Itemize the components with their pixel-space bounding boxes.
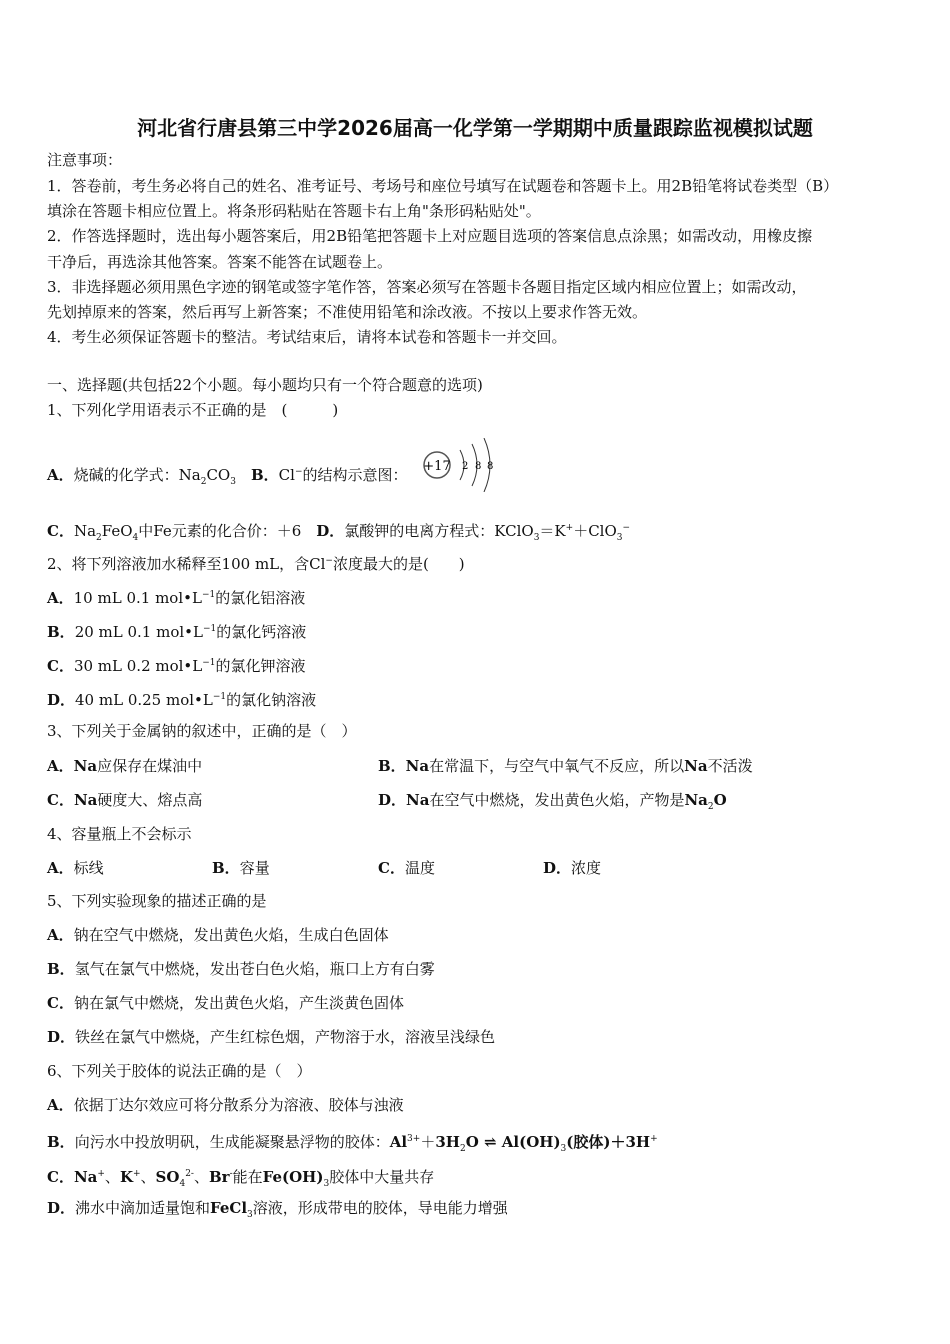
text-run: 5、下列实验现象的描述正确的是 — [47, 892, 267, 910]
text-run: 钠在氯气中燃烧，发出黄色火焰，产生淡黄色固体 — [73, 994, 404, 1012]
text-run: ＝K — [539, 522, 566, 540]
text-run: + — [97, 1169, 105, 1179]
text-run: C． — [47, 994, 74, 1012]
option — [47, 994, 404, 1012]
question-line — [47, 891, 267, 911]
text-run: 不活泼 — [707, 757, 753, 775]
text-run: 6、下列关于胶体的说法正确的是（ ） — [47, 1062, 312, 1080]
text-run: B．Na — [378, 757, 430, 775]
text-run: 4 — [179, 1179, 186, 1189]
question-line — [47, 619, 306, 642]
note-line: 1．答卷前，考生务必将自己的姓名、准考证号、考场号和座位号填写在试题卷和答题卡上。用2B铅笔将试卷类型（B） — [47, 177, 839, 195]
note-line: 干净后，再选涂其他答案。答案不能答在试题卷上。 — [47, 253, 393, 271]
note-line: 3．非选择题必须用黑色字迹的钢笔或签字笔作答，答案必须写在答题卡各题目指定区域内相应位置上；如需改动， — [47, 278, 807, 296]
text-run: 2 — [96, 533, 102, 543]
question-line — [47, 518, 630, 548]
option — [47, 892, 267, 910]
text-run: 10 mL 0.1 mol•L — [73, 589, 202, 607]
question-line — [47, 925, 389, 945]
text-run: + — [132, 1169, 141, 1179]
text-run: 3H — [435, 1133, 460, 1151]
text-run: D． — [316, 522, 345, 540]
text-run: 、 — [104, 1168, 120, 1186]
option — [47, 589, 305, 607]
text-run: 3+ — [407, 1134, 421, 1144]
text-run: 30 mL 0.2 mol•L — [73, 657, 203, 675]
text-run: A． — [47, 466, 74, 484]
text-run: 沸水中滴加适量饱和 — [75, 1199, 211, 1217]
text-run: FeCl — [210, 1199, 248, 1217]
text-run: −1 — [212, 692, 227, 702]
text-run: 能在 — [232, 1168, 263, 1186]
note-line: 4．考生必须保证答题卡的整洁。考试结束后，请将本试卷和答题卡一并交回。 — [47, 328, 567, 346]
text-run: D． — [47, 1028, 76, 1046]
text-run: 向污水中投放明矾，生成能凝聚悬浮物的胶体： — [74, 1133, 390, 1151]
text-run: 2 — [707, 802, 714, 812]
text-run: C．Na — [47, 1168, 98, 1186]
option — [47, 790, 202, 810]
text-run: SO — [155, 1168, 180, 1186]
text-run: O — [713, 791, 727, 809]
question-line — [47, 687, 316, 710]
text-run: 的氯化钾溶液 — [215, 657, 306, 675]
option — [47, 1133, 658, 1154]
option — [47, 623, 306, 641]
text-run: 3 — [230, 477, 236, 487]
text-run: 3 — [323, 1179, 330, 1189]
text-run: 的氯化铝溶液 — [215, 589, 306, 607]
text-run: (胶体)＋3H — [566, 1133, 651, 1151]
svg-text:2: 2 — [461, 461, 468, 472]
text-run: − — [294, 467, 303, 477]
option — [47, 722, 357, 740]
text-run: D． — [47, 691, 76, 709]
text-run: 20 mL 0.1 mol•L — [74, 623, 203, 641]
section-heading: 一、选择题(共包括22个小题。每小题均只有一个符合题意的选项) — [47, 376, 483, 394]
text-run: B． — [47, 1133, 75, 1151]
question-line — [47, 1129, 658, 1159]
text-run: 在空气中燃烧，发出黄色火焰，产物是 — [429, 791, 685, 809]
option — [47, 691, 316, 709]
text-run: Al — [389, 1133, 408, 1151]
note-line: 先划掉原来的答案，然后再写上新答案；不准使用铅笔和涂改液。不按以上要求作答无效。 — [47, 303, 648, 321]
question-line — [47, 1061, 312, 1081]
text-run — [236, 466, 251, 484]
text-run: 3 — [247, 1210, 253, 1220]
text-run: 硬度大、熔点高 — [97, 791, 203, 809]
text-run: D． — [47, 1199, 76, 1217]
option — [47, 466, 408, 487]
question-line — [47, 438, 502, 514]
question-line — [47, 1198, 508, 1225]
text-run: − — [622, 523, 631, 533]
text-run: −1 — [201, 590, 216, 600]
text-run: A． — [47, 589, 74, 607]
text-run: FeO — [101, 522, 133, 540]
option — [47, 1096, 404, 1114]
text-run: CO — [206, 466, 231, 484]
text-run: O ⇌ Al(OH) — [465, 1133, 561, 1151]
text-run: 氯酸钾的电离方程式：KClO — [344, 522, 534, 540]
text-run: Na — [684, 791, 708, 809]
text-run: 的氯化钠溶液 — [226, 691, 317, 709]
text-run: 、 — [193, 1168, 209, 1186]
text-run: 在常温下，与空气中氧气不反应，所以 — [429, 757, 685, 775]
question-line — [47, 653, 306, 676]
text-run: 依据丁达尔效应可将分散系分为溶液、胶体与浊液 — [73, 1096, 404, 1114]
text-run: Na — [73, 522, 97, 540]
text-run: C．Na — [47, 791, 98, 809]
text-run: −1 — [202, 658, 216, 668]
text-run: − — [325, 556, 333, 566]
text-run: A． — [47, 1096, 74, 1114]
text-run: 3 — [616, 533, 623, 543]
option — [47, 825, 192, 843]
text-run: 的结构示意图： — [302, 466, 408, 484]
nucleus-label: +17 — [422, 459, 451, 474]
text-run: D．Na — [378, 791, 430, 809]
question-line — [47, 585, 305, 608]
question-line — [47, 824, 192, 844]
text-run: - — [229, 1169, 233, 1179]
option — [47, 926, 389, 944]
text-run: Na — [684, 757, 708, 775]
note-line: 填涂在答题卡相应位置上。将条形码粘贴在答题卡右上角"条形码粘贴处"。 — [47, 202, 541, 220]
option — [47, 960, 435, 978]
option — [378, 756, 753, 776]
text-run: 3、下列关于金属钠的叙述中，正确的是（ ） — [47, 722, 357, 740]
text-run: 2 — [200, 477, 207, 487]
option — [212, 858, 270, 878]
text-run: A． — [47, 859, 74, 877]
option — [47, 756, 202, 776]
text-run: 铁丝在氯气中燃烧，产生红棕色烟，产物溶于水，溶液呈浅绿色 — [75, 1028, 496, 1046]
text-run: C． — [47, 522, 74, 540]
question-line — [47, 551, 465, 574]
svg-text:8: 8 — [486, 461, 493, 472]
option — [47, 1168, 435, 1189]
page-title: 河北省行唐县第三中学2026届高一化学第一学期期中质量跟踪监视模拟试题 — [137, 116, 813, 140]
text-run: + — [565, 523, 574, 533]
question-line — [47, 993, 404, 1013]
text-run: 温度 — [404, 859, 435, 877]
text-run: B． — [212, 859, 240, 877]
atomic-structure-diagram — [422, 438, 502, 514]
question-line — [47, 1027, 495, 1047]
question-line — [47, 1095, 404, 1115]
option — [543, 858, 601, 878]
text-run: 溶液，形成带电的胶体，导电能力增强 — [252, 1199, 508, 1217]
text-run: C． — [47, 657, 74, 675]
question-line — [47, 1164, 434, 1194]
option — [47, 1028, 495, 1046]
option — [378, 790, 727, 817]
text-run: A． — [47, 926, 74, 944]
text-run: 浓度 — [571, 859, 602, 877]
text-run: B． — [250, 466, 279, 484]
notes-heading: 注意事项： — [47, 151, 123, 169]
note-line: 2．作答选择题时，选出每小题答案后，用2B铅笔把答题卡上对应题目选项的答案信息点涂黑；如需改动，用橡皮擦 — [47, 227, 813, 245]
text-run: C． — [378, 859, 405, 877]
text-run: 应保存在煤油中 — [97, 757, 203, 775]
text-run: 40 mL 0.25 mol•L — [75, 691, 213, 709]
option — [378, 858, 435, 878]
text-run: 烧碱的化学式：Na — [73, 466, 201, 484]
text-run: 氢气在氯气中燃烧，发出苍白色火焰，瓶口上方有白雾 — [74, 960, 435, 978]
option — [47, 858, 104, 878]
option — [47, 1199, 508, 1220]
text-run: Fe(OH) — [262, 1168, 324, 1186]
option — [47, 522, 631, 543]
text-run: 钠在空气中燃烧，发出黄色火焰，生成白色固体 — [73, 926, 389, 944]
text-run: 2- — [185, 1169, 194, 1179]
text-run: −1 — [202, 624, 217, 634]
text-run: B． — [47, 623, 75, 641]
text-run: 、 — [140, 1168, 156, 1186]
text-run: 容量 — [239, 859, 270, 877]
question-line — [47, 959, 435, 979]
text-run: + — [650, 1134, 658, 1144]
text-run: 3 — [560, 1144, 567, 1154]
text-run: 3 — [533, 533, 540, 543]
text-run: Cl — [278, 466, 295, 484]
svg-text:8: 8 — [474, 461, 481, 472]
text-run: D． — [543, 859, 572, 877]
option — [47, 1062, 312, 1080]
text-run: A．Na — [47, 757, 98, 775]
text-run: B． — [47, 960, 75, 978]
text-run: 胶体中大量共存 — [329, 1168, 435, 1186]
text-run: 浓度最大的是( ) — [332, 555, 465, 573]
text-run: K — [119, 1168, 133, 1186]
text-run: 2 — [459, 1144, 466, 1154]
text-run: 中Fe元素的化合价：＋6 — [138, 522, 317, 540]
option — [47, 555, 465, 573]
text-run: 的氯化钙溶液 — [216, 623, 307, 641]
text-run: 标线 — [73, 859, 104, 877]
text-run: 4、容量瓶上不会标示 — [47, 825, 192, 843]
text-run: ＋ — [420, 1133, 436, 1151]
text-run: Br — [208, 1168, 230, 1186]
text-run: 4 — [132, 533, 139, 543]
question-line — [47, 721, 357, 741]
option — [47, 657, 306, 675]
text-run: 2、将下列溶液加水稀释至100 mL，含Cl — [47, 555, 326, 573]
question-1: 1、下列化学用语表示不正确的是 ( ) — [47, 401, 339, 419]
text-run: ＋ClO — [573, 522, 617, 540]
